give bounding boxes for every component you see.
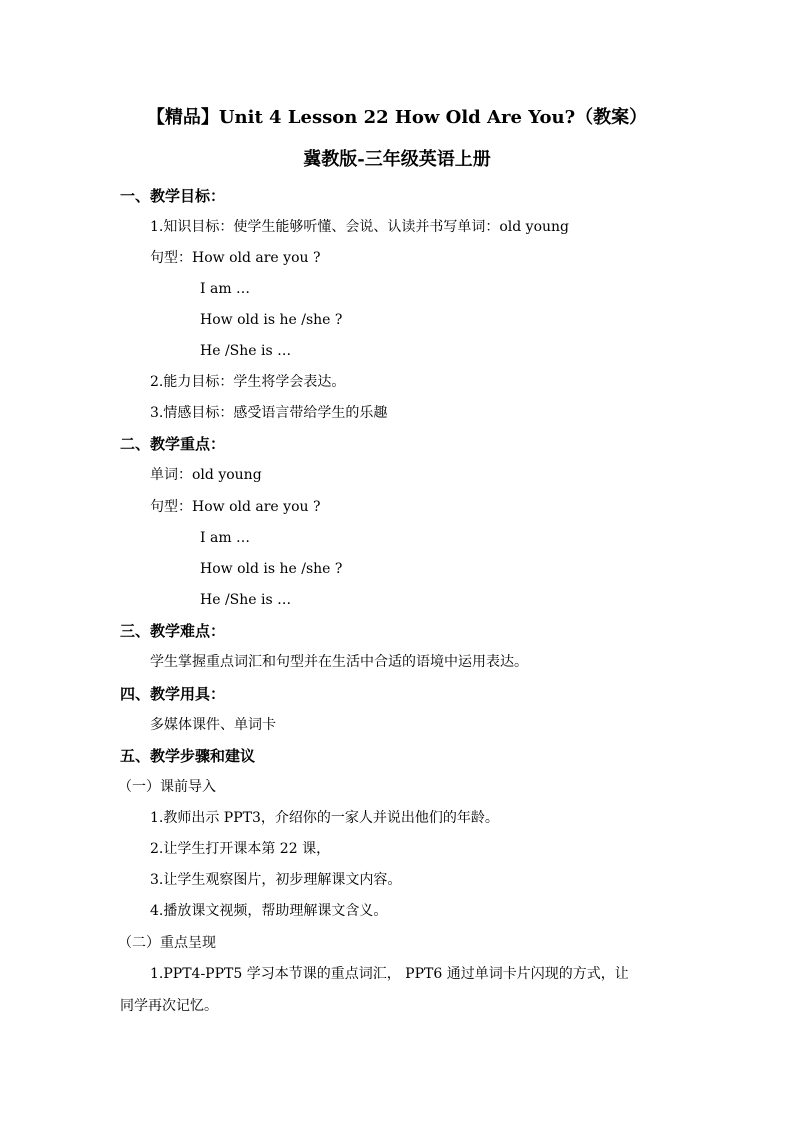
lead-in-step: 4.播放课文视频，帮助理解课文含义。 <box>150 903 388 919</box>
objective-ability: 2.能力目标：学生将学会表达。 <box>150 374 346 390</box>
document-title: 【精品】Unit 4 Lesson 22 How Old Are You?（教案） <box>146 107 648 128</box>
document-subtitle: 冀教版-三年级英语上册 <box>303 149 491 170</box>
section-heading-objectives: 一、教学目标： <box>120 187 226 205</box>
presentation-step: 1.PPT4-PPT5 学习本节课的重点词汇， PPT6 通过单词卡片闪现的方式，让 <box>150 966 629 982</box>
section-heading-key-points: 二、教学重点： <box>120 435 226 453</box>
presentation-step-continuation: 同学再次记忆。 <box>120 998 218 1014</box>
objective-pattern-line: How old is he /she ? <box>200 312 343 328</box>
lead-in-step: 1.教师出示 PPT3，介绍你的一家人并说出他们的年龄。 <box>150 810 499 826</box>
subsection-heading-presentation: （二）重点呈现 <box>118 935 216 951</box>
objective-knowledge: 1.知识目标：使学生能够听懂、会说、认读并书写单词：old young <box>150 219 570 235</box>
objective-sentence-pattern: 句型：How old are you ? <box>150 250 321 266</box>
key-points-sentence-pattern: 句型：How old are you ? <box>150 499 321 515</box>
difficulties-text: 学生掌握重点词汇和句型并在生活中合适的语境中运用表达。 <box>150 654 528 670</box>
lead-in-step: 2.让学生打开课本第 22 课， <box>150 841 331 857</box>
objective-emotion: 3.情感目标：感受语言带给学生的乐趣 <box>150 405 388 421</box>
teaching-aids-text: 多媒体课件、单词卡 <box>150 717 276 733</box>
section-heading-steps: 五、教学步骤和建议 <box>120 747 256 765</box>
key-points-words: 单词：old young <box>150 467 262 483</box>
lead-in-step: 3.让学生观察图片，初步理解课文内容。 <box>150 872 402 888</box>
section-heading-teaching-aids: 四、教学用具： <box>120 685 226 703</box>
section-heading-difficulties: 三、教学难点： <box>120 622 226 640</box>
objective-pattern-line: He /She is … <box>200 343 292 359</box>
key-points-pattern-line: He /She is … <box>200 592 292 608</box>
subsection-heading-lead-in: （一）课前导入 <box>118 779 216 795</box>
objective-pattern-line: I am … <box>200 281 251 297</box>
key-points-pattern-line: I am … <box>200 530 251 546</box>
key-points-pattern-line: How old is he /she ? <box>200 561 343 577</box>
